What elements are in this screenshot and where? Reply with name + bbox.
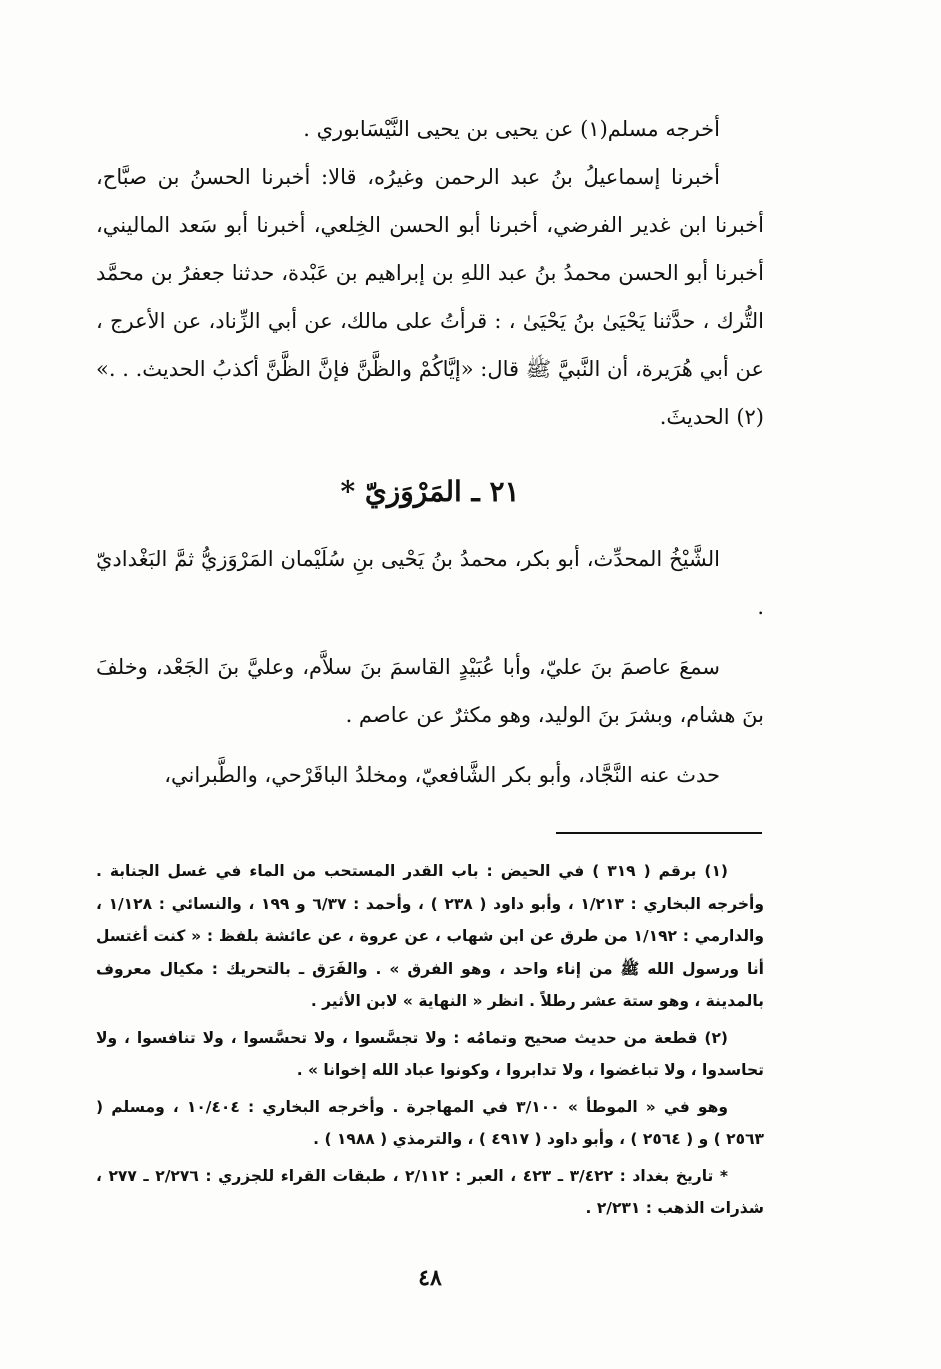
paragraph-narrated-by: حدث عنه النَّجَّاد، وأبو بكر الشَّافعيّ، ومخلدُ الباقَرْحي، والطَّبراني، [164, 763, 720, 787]
footnote-sources: * تاريخ بغداد : ٣/٤٢٢ ـ ٤٢٣ ، العبر : ٢/١١٢ ، طبقات القراء للجزري : ٢/٢٧٦ ـ ٢٧٧ ، شذرات الذهب : ٢/٢٣١ . [96, 1166, 764, 1217]
footnote-separator [556, 832, 762, 834]
footnotes [96, 855, 764, 1229]
footnote-1: (١) برقم ( ٣١٩ ) في الحيض : باب القدر المستحب من الماء في غسل الجنابة . وأخرجه البخاري : ١/٢١٣ ، وأبو داود ( ٢٣٨ ) ، وأحمد : ٦/٣٧ و ١٩٩ ، والنسائي : ١/١٢٨ ، والدارمي : ١/١٩٢ من طرق عن ابن شهاب ، عن عروة ، عن عائشة بلفظ : « كنت أغتسل أنا ورسول الله ﷺ من إناء واحد ، وهو الفرق » . والفَرَق ـ بالتحريك : مكيال معروف بالمدينة ، وهو ستة عشر رطلاً . انظر « النهاية » لابن الأثير . [96, 862, 764, 1010]
main-text-section-2 [96, 535, 764, 799]
paragraph-hadith-chain: أخبرنا إسماعيلُ بنُ عبد الرحمن وغيرُه، قالا: أخبرنا الحسنُ بن صبَّاح، أخبرنا ابن غدير الفرضي، أخبرنا أبو الحسن الخِلعي، أخبرنا أبو سَعد الماليني، أخبرنا أبو الحسن محمدُ بنُ عبد اللهِ بن إبراهيم بن عَبْدة، حدثنا جعفرُ بن محمَّد التُّرك ، حدَّثنا يَحْيَىٰ بنُ يَحْيَىٰ ، : قرأتُ على مالك، عن أبي الزِّناد، عن الأعرج ، عن أبي هُرَيرة، أن النَّبيَّ ﷺ قال: «إيَّاكُمْ والظَّنَّ فإنَّ الظَّنَّ أكذبُ الحديث. . .» (٢) الحديثَ. [96, 165, 764, 429]
footnote-2-continued: وهو في « الموطأ » ٣/١٠٠ في المهاجرة . وأخرجه البخاري : ١٠/٤٠٤ ، ومسلم ( ٢٥٦٣ ) و ( ٢٥٦٤ ) ، وأبو داود ( ٤٩١٧ ) ، والترمذي ( ١٩٨٨ ) . [96, 1097, 764, 1148]
paragraph-muslim-reference: أخرجه مسلم(١) عن يحيى بن يحيى النَّيْسَابوري . [303, 117, 720, 141]
paragraph-biography: الشَّيْخُ المحدِّث، أبو بكر، محمدُ بنُ يَحْيى بنِ سُلَيْمان المَرْوَزيُّ ثمَّ البَغْداديّ . [96, 547, 764, 619]
main-text-section-1 [96, 105, 764, 441]
page-number: ٤٨ [418, 1265, 442, 1291]
paragraph-heard-from: سمعَ عاصمَ بنَ عليّ، وأبا عُبَيْدٍ القاسمَ بنَ سلاَّم، وعليَّ بنَ الجَعْد، وخلفَ بنَ هشام، وبشرَ بنَ الوليد، وهو مكثرٌ عن عاصم . [96, 655, 764, 727]
footnote-2: (٢) قطعة من حديث صحيح وتمامُه : ولا تجسَّسوا ، ولا تحسَّسوا ، ولا تنافسوا ، ولا تحاسدوا ، ولا تباغضوا ، ولا تدابروا ، وكونوا عباد الله إخوانا » . [96, 1028, 764, 1079]
section-title: ٢١ ـ المَرْوَزيّ * [340, 475, 520, 508]
